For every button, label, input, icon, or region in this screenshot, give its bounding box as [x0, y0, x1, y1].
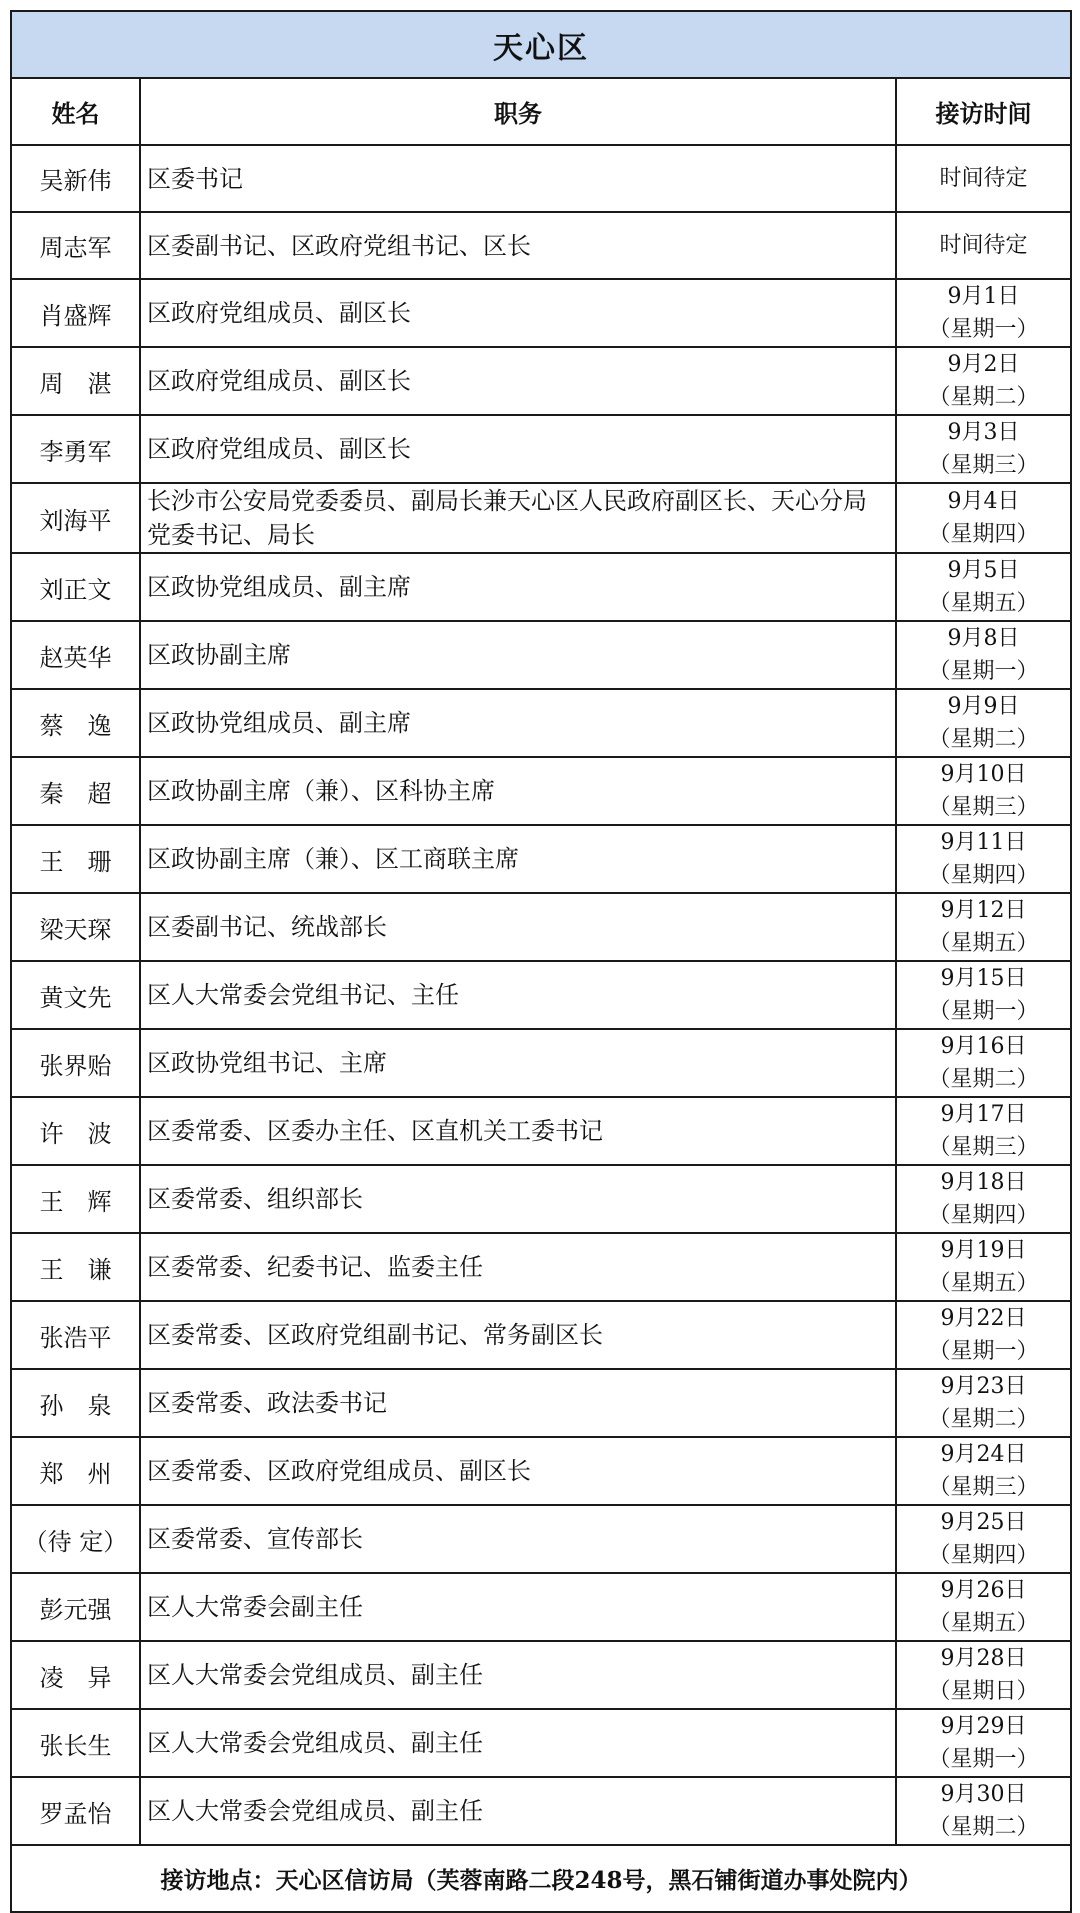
table-row [11, 1097, 1071, 1165]
reception-weekday: （星期四） [928, 1543, 1039, 1568]
reception-weekday: （星期五） [928, 591, 1039, 616]
official-name: 黄文先 [11, 961, 140, 1029]
reception-date: 9月1日 [947, 284, 1020, 309]
reception-date: 9月29日 [940, 1714, 1027, 1739]
table-row [11, 145, 1071, 212]
reception-date: 9月22日 [940, 1306, 1027, 1331]
reception-date: 9月17日 [940, 1102, 1027, 1127]
reception-time [896, 347, 1071, 415]
official-name: 张界贻 [11, 1029, 140, 1097]
reception-time [896, 1641, 1071, 1709]
reception-weekday: （星期日） [928, 1679, 1039, 1704]
reception-date: 时间待定 [939, 166, 1028, 191]
reception-weekday: （星期五） [928, 931, 1039, 956]
official-duty: 区人大常委会党组成员、副主任 [140, 1641, 896, 1709]
reception-time [896, 483, 1071, 553]
reception-date: 9月11日 [940, 830, 1027, 855]
official-name: （待 定） [11, 1505, 140, 1573]
table-row [11, 1641, 1071, 1709]
reception-time [896, 1165, 1071, 1233]
reception-weekday: （星期一） [928, 999, 1039, 1024]
table-row [11, 415, 1071, 483]
table-row [11, 483, 1071, 553]
reception-time [896, 1097, 1071, 1165]
reception-date: 9月23日 [940, 1374, 1027, 1399]
official-name: 郑 州 [11, 1437, 140, 1505]
reception-weekday: （星期五） [928, 1611, 1039, 1636]
reception-time [896, 279, 1071, 347]
reception-time [896, 961, 1071, 1029]
table-row [11, 1505, 1071, 1573]
official-duty: 区政协党组书记、主席 [140, 1029, 896, 1097]
reception-date: 9月30日 [940, 1782, 1027, 1807]
schedule-sheet [10, 10, 1070, 1913]
table-row [11, 1165, 1071, 1233]
reception-time [896, 689, 1071, 757]
official-duty: 区委副书记、统战部长 [140, 893, 896, 961]
reception-time [896, 145, 1071, 212]
reception-weekday: （星期二） [928, 385, 1039, 410]
header-time: 接访时间 [896, 78, 1071, 145]
official-name: 王 珊 [11, 825, 140, 893]
header-duty: 职务 [140, 78, 896, 145]
reception-time [896, 1029, 1071, 1097]
reception-weekday: （星期二） [928, 1407, 1039, 1432]
official-duty: 区政协副主席（兼）、区科协主席 [140, 757, 896, 825]
official-duty: 区委常委、组织部长 [140, 1165, 896, 1233]
official-name: 许 波 [11, 1097, 140, 1165]
official-duty: 区人大常委会党组成员、副主任 [140, 1777, 896, 1845]
table-row [11, 1709, 1071, 1777]
official-duty: 区政协副主席 [140, 621, 896, 689]
table-row [11, 212, 1071, 279]
official-name: 孙 泉 [11, 1369, 140, 1437]
official-duty: 区委常委、区政府党组成员、副区长 [140, 1437, 896, 1505]
table-row [11, 1437, 1071, 1505]
reception-date: 9月28日 [940, 1646, 1027, 1671]
official-name: 张长生 [11, 1709, 140, 1777]
reception-date: 9月15日 [940, 966, 1027, 991]
table-row [11, 1573, 1071, 1641]
reception-date: 9月2日 [947, 352, 1020, 377]
table-row [11, 1233, 1071, 1301]
official-duty: 区人大常委会副主任 [140, 1573, 896, 1641]
official-name: 吴新伟 [11, 145, 140, 212]
official-duty: 区委常委、纪委书记、监委主任 [140, 1233, 896, 1301]
official-name: 王 辉 [11, 1165, 140, 1233]
official-name: 刘正文 [11, 553, 140, 621]
reception-weekday: （星期三） [928, 1475, 1039, 1500]
official-duty: 区政协副主席（兼）、区工商联主席 [140, 825, 896, 893]
official-duty: 区委常委、政法委书记 [140, 1369, 896, 1437]
official-duty: 区人大常委会党组成员、副主任 [140, 1709, 896, 1777]
reception-date: 9月3日 [947, 420, 1020, 445]
reception-weekday: （星期三） [928, 453, 1039, 478]
official-name: 肖盛辉 [11, 279, 140, 347]
reception-weekday: （星期二） [928, 727, 1039, 752]
reception-weekday: （星期一） [928, 659, 1039, 684]
reception-time [896, 757, 1071, 825]
header-name: 姓名 [11, 78, 140, 145]
table-row [11, 1029, 1071, 1097]
official-name: 秦 超 [11, 757, 140, 825]
official-duty: 区委常委、区政府党组副书记、常务副区长 [140, 1301, 896, 1369]
official-duty: 区人大常委会党组书记、主任 [140, 961, 896, 1029]
official-name: 罗孟怡 [11, 1777, 140, 1845]
table-row [11, 553, 1071, 621]
official-duty: 区政府党组成员、副区长 [140, 347, 896, 415]
reception-date: 9月25日 [940, 1510, 1027, 1535]
reception-time [896, 1369, 1071, 1437]
reception-weekday: （星期二） [928, 1067, 1039, 1092]
reception-weekday: （星期三） [928, 1135, 1039, 1160]
reception-location: 接访地点：天心区信访局（芙蓉南路二段248号，黑石铺街道办事处院内） [11, 1845, 1071, 1912]
table-row [11, 689, 1071, 757]
official-name: 王 谦 [11, 1233, 140, 1301]
reception-date: 9月10日 [940, 762, 1027, 787]
official-duty: 区委常委、宣传部长 [140, 1505, 896, 1573]
table-row [11, 961, 1071, 1029]
reception-date: 9月16日 [940, 1034, 1027, 1059]
official-name: 张浩平 [11, 1301, 140, 1369]
reception-time [896, 1437, 1071, 1505]
reception-weekday: （星期四） [928, 863, 1039, 888]
official-duty: 区委书记 [140, 145, 896, 212]
reception-date: 时间待定 [939, 233, 1028, 258]
official-name: 周 湛 [11, 347, 140, 415]
official-name: 刘海平 [11, 483, 140, 553]
reception-weekday: （星期一） [928, 317, 1039, 342]
official-duty: 区政协党组成员、副主席 [140, 553, 896, 621]
table-row [11, 1777, 1071, 1845]
reception-time [896, 212, 1071, 279]
reception-schedule-table [10, 10, 1072, 1913]
reception-time [896, 1709, 1071, 1777]
table-row [11, 279, 1071, 347]
reception-time [896, 1505, 1071, 1573]
table-row [11, 757, 1071, 825]
official-name: 周志军 [11, 212, 140, 279]
official-duty: 区政协党组成员、副主席 [140, 689, 896, 757]
reception-date: 9月5日 [947, 558, 1020, 583]
reception-time [896, 893, 1071, 961]
reception-weekday: （星期一） [928, 1339, 1039, 1364]
reception-weekday: （星期一） [928, 1747, 1039, 1772]
official-duty: 区政府党组成员、副区长 [140, 279, 896, 347]
reception-date: 9月8日 [947, 626, 1020, 651]
reception-time [896, 825, 1071, 893]
table-row [11, 893, 1071, 961]
official-duty: 区委常委、区委办主任、区直机关工委书记 [140, 1097, 896, 1165]
official-name: 凌 异 [11, 1641, 140, 1709]
official-duty: 区政府党组成员、副区长 [140, 415, 896, 483]
reception-date: 9月19日 [940, 1238, 1027, 1263]
reception-time [896, 621, 1071, 689]
reception-weekday: （星期四） [928, 522, 1039, 547]
reception-time [896, 415, 1071, 483]
official-name: 李勇军 [11, 415, 140, 483]
reception-date: 9月12日 [940, 898, 1027, 923]
table-title: 天心区 [11, 11, 1071, 78]
reception-time [896, 553, 1071, 621]
table-row [11, 1369, 1071, 1437]
table-row [11, 347, 1071, 415]
reception-date: 9月4日 [947, 489, 1020, 514]
reception-time [896, 1573, 1071, 1641]
reception-time [896, 1777, 1071, 1845]
official-name: 蔡 逸 [11, 689, 140, 757]
reception-date: 9月18日 [940, 1170, 1027, 1195]
official-name: 赵英华 [11, 621, 140, 689]
reception-date: 9月24日 [940, 1442, 1027, 1467]
official-duty: 长沙市公安局党委委员、副局长兼天心区人民政府副区长、天心分局党委书记、局长 [140, 483, 896, 553]
table-row [11, 825, 1071, 893]
reception-time [896, 1301, 1071, 1369]
reception-weekday: （星期三） [928, 795, 1039, 820]
table-row [11, 621, 1071, 689]
table-row [11, 1301, 1071, 1369]
reception-weekday: （星期五） [928, 1271, 1039, 1296]
reception-date: 9月26日 [940, 1578, 1027, 1603]
reception-time [896, 1233, 1071, 1301]
official-duty: 区委副书记、区政府党组书记、区长 [140, 212, 896, 279]
official-name: 梁天琛 [11, 893, 140, 961]
reception-weekday: （星期四） [928, 1203, 1039, 1228]
reception-weekday: （星期二） [928, 1815, 1039, 1840]
reception-date: 9月9日 [947, 694, 1020, 719]
official-name: 彭元强 [11, 1573, 140, 1641]
